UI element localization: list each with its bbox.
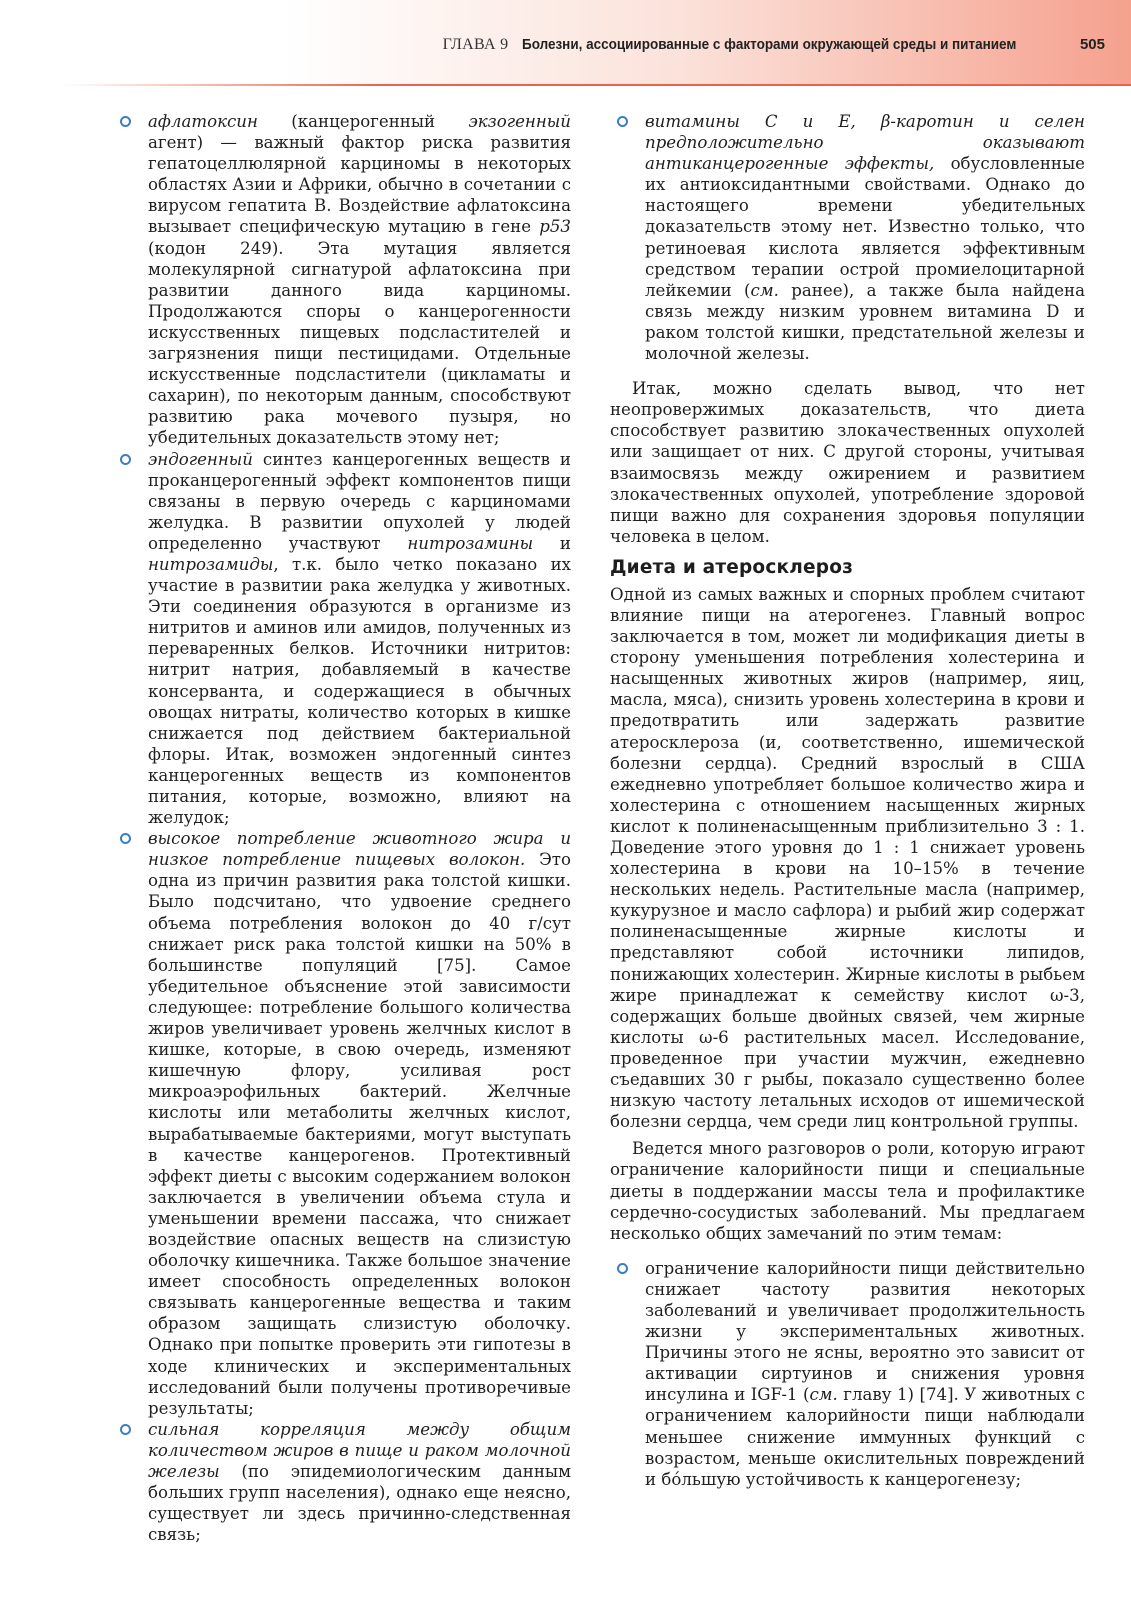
bullet-lead: эндогенный xyxy=(148,449,253,469)
left-column xyxy=(148,111,571,1545)
bullet-lead: витамины С и Е, β-каротин и селен предположительно оказывают антиканцерогенные эффекты, xyxy=(645,112,1085,174)
bullet-text: Это одна из причин развития рака толстой кишки. Было подсчитано, что удвоение среднего объема потребления волокон до 40 г/сут снижает риск рака толстой кишки на 50% в большинстве популяций [75]. Самое убедительное объяснение этой зависимости следующее: потребление большого количества жиров увеличивает уровень желчных кислот в кишке, которые, в свою очередь, изменяют кишечную флору, усиливая рост микроаэрофильных бактерий. Желчные кислоты или метаболиты желчных кислот, вырабатываемые бактериями, могут выступать в качестве канцерогенов. Протективный эффект диеты с высоким содержанием волокон заключается в увеличении объема стула и уменьшении времени пассажа, что снижает воздействие опасных веществ на слизистую оболочку кишечника. Также большое значение имеет способность определенных волокон связывать канцерогенные вещества и таким образом защищать слизистую оболочку. Однако при попытке проверить эти гипотезы в ходе клинических и экспериментальных исследований были получены противоречивые результаты; xyxy=(148,850,571,1418)
bullet-emphasis: экзогенный xyxy=(468,112,571,131)
conclusion-paragraph: Итак, можно сделать вывод, что нет неопровержимых доказательств, что диета способствует развитию злокачественных опухолей или защищает от них. С другой стороны, учитывая взаимосвязь между ожирением и развитием злокачественных опухолей, употребление здоровой пищи важно для сохранения здоровья популяции человека в целом. xyxy=(610,379,1085,546)
running-header xyxy=(443,36,1105,60)
list-item xyxy=(148,1419,571,1546)
section-paragraph: Одной из самых важных и спорных проблем считают влияние пищи на атерогенез. Главный вопрос заключается в том, может ли модификация диеты в сторону уменьшения потребления холестерина и насыщенных животных жиров (например, яиц, масла, мяса), снизить уровень холестерина в крови и предотвратить или задержать развитие атеросклероза (и, соответственно, ишемической болезни сердца). Средний взрослый в США ежедневно употребляет большое количество жира и холестерина с отношением насыщенных жирных кислот к полиненасыщенным приблизительно 3 : 1. Доведение этого уровня до 1 : 1 снижает уровень холестерина в крови на 10–15% в течение нескольких недель. Растительные масла (например, кукурузное и масло сафлора) и рыбий жир содержат полиненасыщенные жирные кислоты и представляют собой источники липидов, понижающих холестерин. Жирные кислоты в рыбьем жире принадлежат к семейству кислот ω-3, содержащих больше двойных связей, чем жирные кислоты ω-6 растительных масел. Исследование, проведенное при участии мужчин, ежедневно съедавших 30 г рыбы, показало существенно более низкую частоту летальных исходов от ишемической болезни сердца, чем среди лиц контрольной группы. xyxy=(610,584,1085,1132)
bullet-text: обусловленные их антиоксидантными свойствами. Однако до настоящего времени убедительных доказательств этому нет. Известно только, что ретиноевая кислота является эффективным средством терапии острой промиелоцитарной лейкемии ( xyxy=(645,154,1085,300)
cross-reference: см. xyxy=(750,280,779,300)
left-bullet-list xyxy=(148,111,571,1545)
section-heading: Диета и атеросклероз xyxy=(610,556,854,578)
ring-bullet-icon xyxy=(120,833,131,844)
bullet-lead: высокое потребление животного жира и низкое потребление пищевых волокон. xyxy=(148,829,571,870)
list-item xyxy=(610,1258,1085,1490)
bullet-text: и xyxy=(533,533,571,553)
page-number: 505 xyxy=(1079,36,1105,53)
ring-bullet-icon xyxy=(617,1263,628,1274)
list-item xyxy=(148,111,571,449)
cross-reference: см. xyxy=(809,1385,838,1405)
bullet-emphasis: нитрозамиды xyxy=(148,554,274,574)
list-item xyxy=(148,449,571,829)
bullet-text: (канцерогенный xyxy=(257,112,469,131)
running-title: Болезни, ассоциированные с факторами окружающей среды и питанием xyxy=(522,37,1017,53)
ring-bullet-icon xyxy=(617,116,628,127)
bullet-text: агент) — важный фактор риска развития гепатоцеллюлярной карциномы в некоторых областях Азии и Африки, обычно в сочетании с вирусом гепатита В. Воздействие афлатоксина вызывает специфическую мутацию в гене xyxy=(148,133,571,237)
ring-bullet-icon xyxy=(120,454,131,465)
right-column xyxy=(610,111,1085,1490)
ring-bullet-icon xyxy=(120,116,131,127)
right-bottom-bullet-list xyxy=(610,1258,1085,1490)
header-rule xyxy=(60,84,1131,86)
gene-name: p53 xyxy=(539,217,571,237)
bullet-text: , т.к. было четко показано их участие в развитии рака желудка у животных. Эти соединения образуются в организме из нитритов и аминов или амидов, полученных из переваренных белков. Источники нитритов: нитрит натрия, добавляемый в качестве консерванта, и содержащиеся в обычных овощах нитраты, количество которых в кишке снижается под действием бактериальной флоры. Итак, возможен эндогенный синтез канцерогенных веществ из компонентов питания, которые, возможно, влияют на желудок; xyxy=(148,554,571,828)
chapter-label: ГЛАВА 9 xyxy=(442,36,509,53)
bullet-text: синтез канцерогенных веществ и проканцерогенный эффект компонентов пищи связаны в первую очередь с карциномами желудка. В развитии опухолей у людей определенно участвуют xyxy=(148,449,571,553)
bullet-lead: сильная корреляция между общим количеством жиров в пище и раком молочной железы xyxy=(148,1419,571,1481)
ring-bullet-icon xyxy=(120,1424,131,1435)
right-top-bullet-list xyxy=(610,111,1085,364)
list-item xyxy=(148,828,571,1419)
section-paragraph: Ведется много разговоров о роли, которую играют ограничение калорийности пищи и специальные диеты в поддержании массы тела и профилактике сердечно-сосудистых заболеваний. Мы предлагаем несколько общих замечаний по этим темам: xyxy=(610,1139,1085,1243)
bullet-text: ранее), а также была найдена связь между низким уровнем витамина D и раком толстой кишки, предстательной железы и молочной железы. xyxy=(645,280,1085,364)
bullet-text: (по эпидемиологическим данным больших групп населения), однако еще неясно, существует ли здесь причинно-следственная связь; xyxy=(148,1462,571,1545)
bullet-text: главу 1) [74]. У животных с ограничением калорийности пищи наблюдали меньшее снижение иммунных функций с возрастом, меньше окислительных повреждений и бóльшую устойчивость к канцерогенезу; xyxy=(645,1385,1085,1489)
bullet-lead: афлатоксин xyxy=(148,112,258,131)
list-item xyxy=(610,111,1085,364)
bullet-text: (кодон 249). Эта мутация является молекулярной сигнатурой афлатоксина при развитии данного вида карциномы. Продолжаются споры о канцерогенности искусственных пищевых подсластителей и загрязнения пищи пестицидами. Отдельные искусственные подсластители (цикламаты и сахарин), по некоторым данным, способствуют развитию рака мочевого пузыря, но убедительных доказательств этому нет; xyxy=(148,238,571,448)
bullet-text: ограничение калорийности пищи действительно снижает частоту развития некоторых заболеваний и увеличивает продолжительность жизни у экспериментальных животных. Причины этого не ясны, вероятно это зависит от активации сиртуинов и снижения уровня инсулина и IGF-1 ( xyxy=(645,1258,1085,1405)
bullet-emphasis: нитрозамины xyxy=(407,533,534,553)
